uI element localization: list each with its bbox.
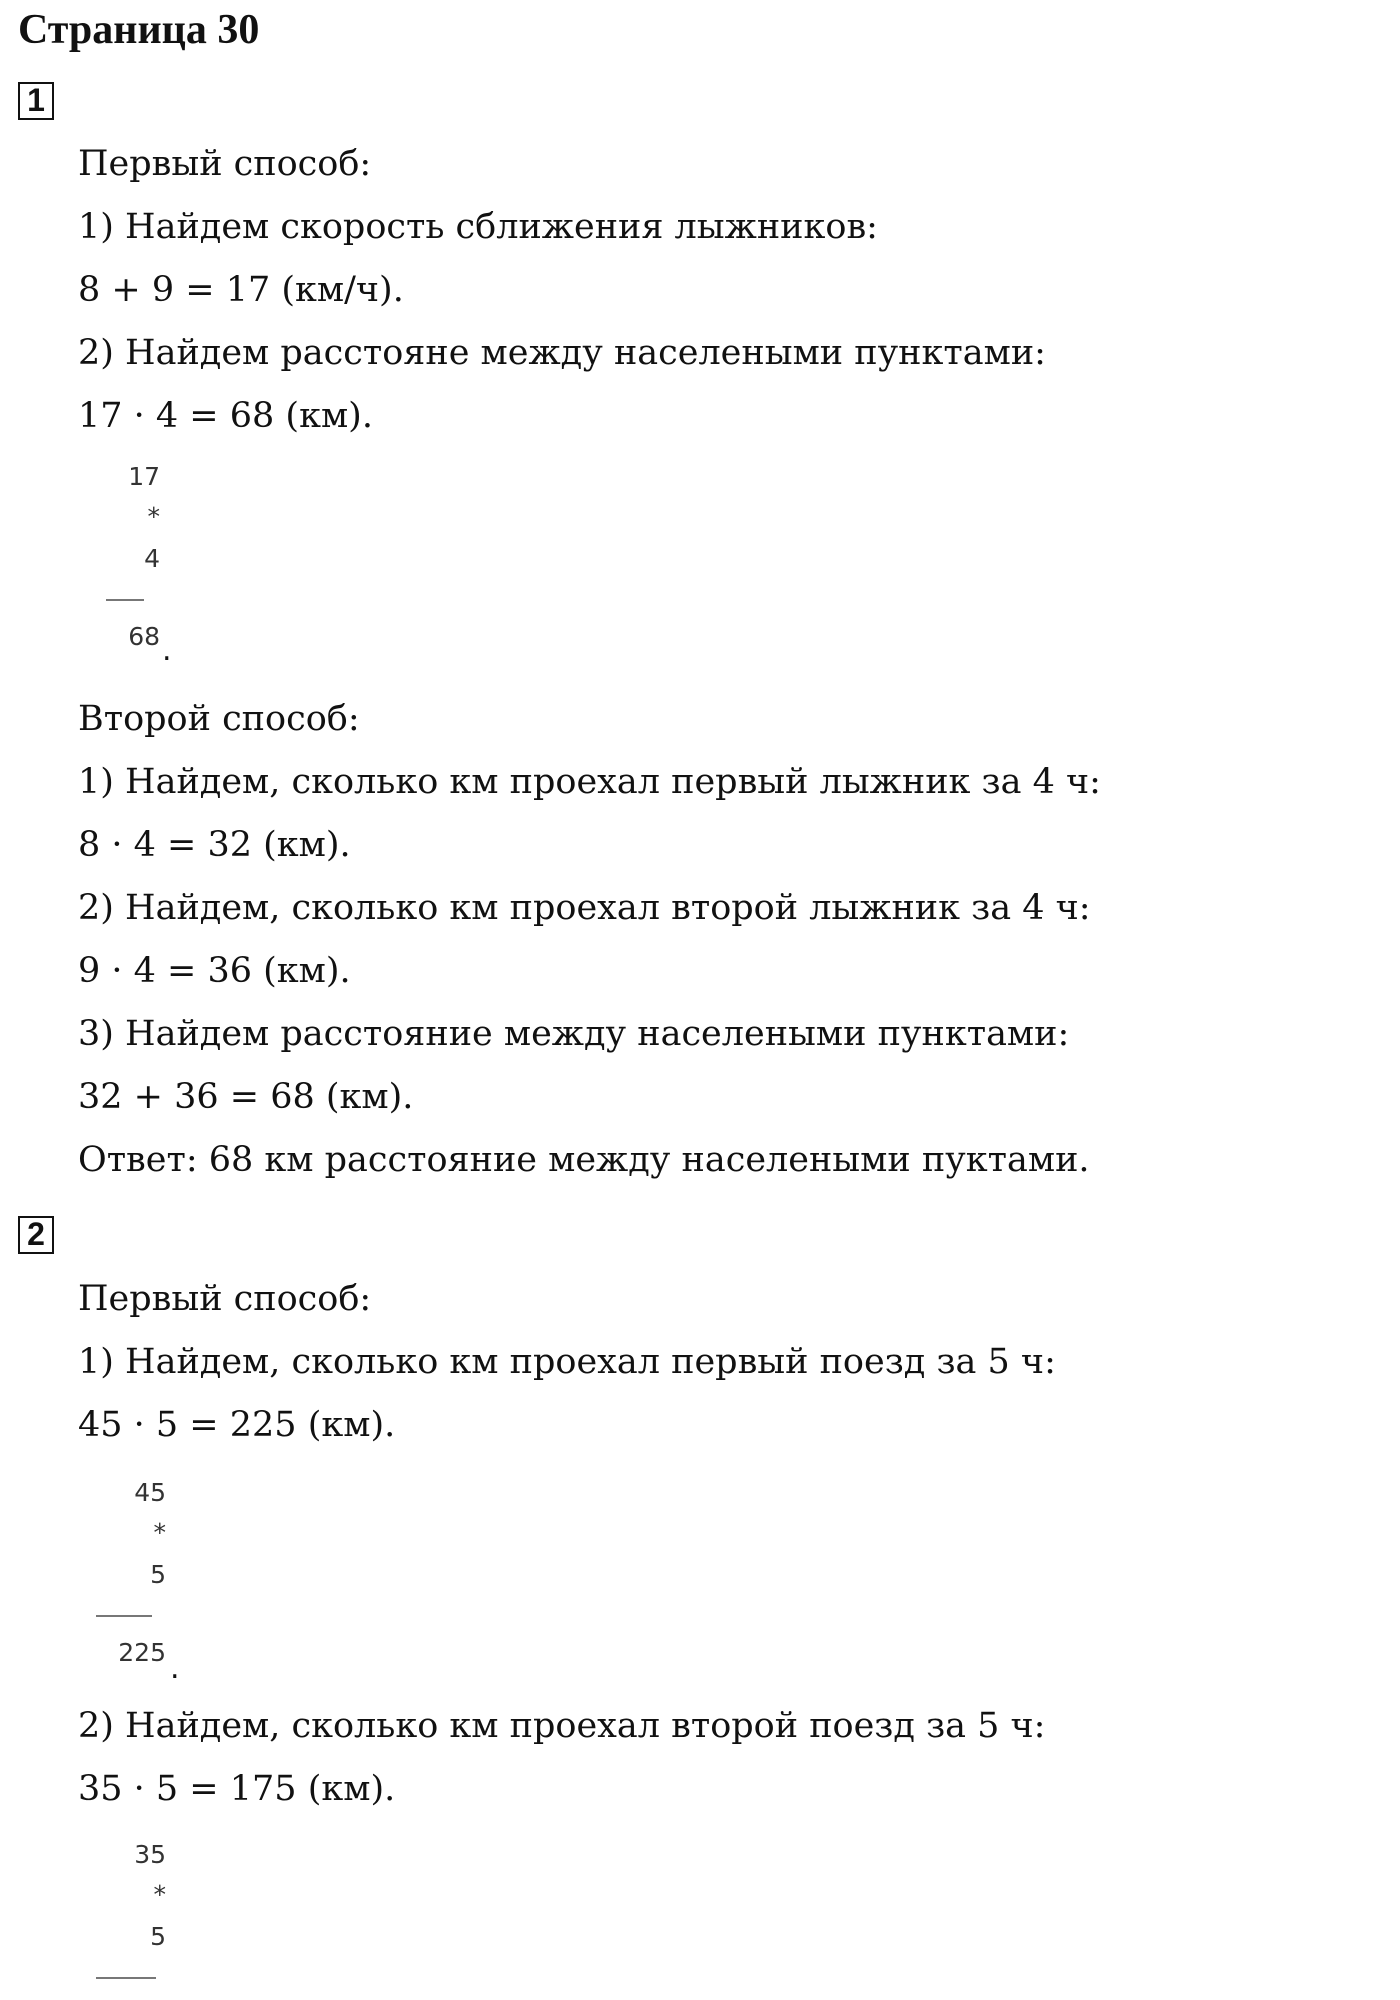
task1-equation-4: 9 · 4 = 36 (км). [78, 951, 351, 991]
column-period: . [170, 1651, 180, 1686]
column-operand-bottom: 5 [150, 1560, 166, 1589]
column-operand-top: 17 [128, 462, 160, 491]
page-title: Страница 30 [18, 7, 260, 53]
task2-step-2: 2) Найдем, сколько км проехал второй поезд за 5 ч: [78, 1706, 1046, 1746]
column-period: . [162, 633, 172, 668]
task2-method-one-label: Первый способ: [78, 1279, 372, 1319]
task2-step-1: 1) Найдем, сколько км проехал первый поезд за 5 ч: [78, 1342, 1056, 1382]
column-operand-bottom: 4 [144, 544, 160, 573]
task2-column-multiplication-1 [96, 1478, 180, 1693]
column-divider [96, 1615, 152, 1617]
task1-step-2: 2) Найдем расстояне между населеными пунктами: [78, 333, 1046, 373]
task-number-2: 2 [18, 1216, 54, 1254]
task1-step-4: 2) Найдем, сколько км проехал второй лыжник за 4 ч: [78, 888, 1091, 928]
task1-answer: Ответ: 68 км расстояние между населеными пуктами. [78, 1140, 1090, 1180]
column-operator: * [153, 1518, 166, 1547]
task2-column-multiplication-2 [96, 1840, 166, 2000]
task1-equation-1: 8 + 9 = 17 (км/ч). [78, 270, 404, 310]
column-result: 68 [128, 622, 160, 651]
task2-equation-1: 45 · 5 = 225 (км). [78, 1405, 396, 1445]
task1-method-two-label: Второй способ: [78, 699, 360, 739]
task1-equation-2: 17 · 4 = 68 (км). [78, 396, 373, 436]
column-operand-top: 45 [134, 1478, 166, 1507]
column-divider [106, 599, 144, 601]
task1-step-5: 3) Найдем расстояние между населеными пунктами: [78, 1014, 1070, 1054]
task1-equation-5: 32 + 36 = 68 (км). [78, 1077, 414, 1117]
task1-step-3: 1) Найдем, сколько км проехал первый лыжник за 4 ч: [78, 762, 1101, 802]
column-operand-top: 35 [134, 1840, 166, 1869]
task2-equation-2: 35 · 5 = 175 (км). [78, 1769, 396, 1809]
column-operand-bottom: 5 [150, 1922, 166, 1951]
task1-step-1: 1) Найдем скорость сближения лыжников: [78, 207, 878, 247]
task1-column-multiplication [90, 462, 172, 672]
task-number-1: 1 [18, 82, 54, 120]
column-result: 225 [118, 1638, 166, 1667]
column-divider [96, 1977, 156, 1979]
column-operator: * [147, 502, 160, 531]
task1-method-one-label: Первый способ: [78, 144, 372, 184]
task1-equation-3: 8 · 4 = 32 (км). [78, 825, 351, 865]
column-operator: * [153, 1880, 166, 1909]
